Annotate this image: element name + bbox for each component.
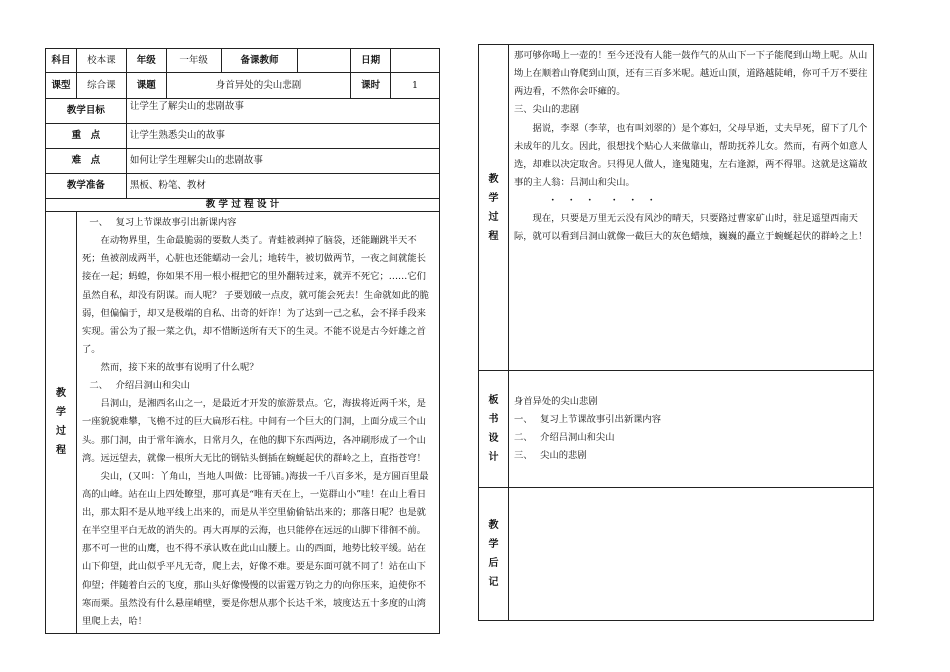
header-row-2 xyxy=(46,73,440,99)
process-text-left xyxy=(76,212,439,634)
value-teacher xyxy=(298,49,351,73)
paragraph: 吕洞山，是湘西名山之一，是最近才开发的旅游景点。它，海拔将近两千米，是一座貌貌难攀，飞檐不过的巨大扁形石柱。中间有一个巨大的门洞，上面分成三个山头。那门洞，由于常年滴水，日常月久，在他的脚下东西两边，各冲刷形成了一个山湾。远远望去，就像一根所大无比的钢钻头倒插在蜿蜒起伏的群岭之上，直指苍穹！ xyxy=(81,398,426,464)
label-objective: 教学目标 xyxy=(46,99,127,124)
board-title: 身首异处的尖山悲剧 xyxy=(513,395,598,407)
value-preparation: 黑板、粉笔、教材 xyxy=(126,174,439,199)
label-periods: 课时 xyxy=(351,73,391,99)
board-item: 三、 尖山的悲剧 xyxy=(513,450,587,462)
paragraph: 据说，李翠（李苹，也有叫刘翠的）是个寡妇，父母早逝，丈夫早死，留下了几个未成年的儿女。因此，很想找个贴心人来做靠山，帮助抚养儿女。然而，有两个如意人选，却难以决定取舍。只得见人做人，逢鬼随鬼，左右逢源，两不得罪。这就是这篇故事的主人翁：吕洞山和尖山。 xyxy=(513,122,868,188)
keypoint-row xyxy=(46,124,440,149)
value-objective: 让学生了解尖山的悲剧故事 xyxy=(126,99,439,124)
design-title: 教 学 过 程 设 计 xyxy=(46,199,440,212)
process-label-right: 教 学 过 程 xyxy=(479,45,509,371)
value-subject: 校本课 xyxy=(76,49,126,73)
paragraph: 现在，只要是万里无云没有风沙的晴天，只要路过曹家矿山时，驻足遥望西南天际，就可以看到吕洞山就像一截巨大的灰色蜡烛，巍巍的矗立于蜿蜒起伏的群岭之上！ xyxy=(513,213,868,243)
reflection-label: 教 学 后 记 xyxy=(479,488,509,621)
label-keypoint: 重 点 xyxy=(46,124,127,149)
reflection-text xyxy=(508,488,873,621)
label-preparation: 教学准备 xyxy=(46,174,127,199)
section-heading-2: 二、 介绍吕洞山和尖山 xyxy=(89,380,190,392)
label-subject: 科目 xyxy=(46,49,77,73)
paragraph: 尖山，(又叫：丫角山，当地人叫做：比哥铺。)海拔一千八百多米，是方圆百里最高的山峰。站在山上四处瞭望，那可真是“唯有天在上，一览群山小”哇！在山上看日出，那太阳不是从地平线上出来的，而是从半空里偷偷钻出来的；那落日呢？也是就在半空里平白无故的消失的。再大再厚的云海，也只能停在远远的山脚下徘徊不前。那不可一世的山鹰，也不得不承认败在此山山腰上。山的西面，地势比较平缓。站在山下仰望，此山似乎平凡无奇，爬上去，好像不难。要是东面可就不同了！站在山下仰望；伴随着白云的飞度，那山头好像慢慢的以雷霆万钧之力的向你压来，迫使你不寒而栗。虽然没有什么悬崖峭壁，要是你想从那个长达千米，坡度达五十多度的山湾里爬上去，哈！ xyxy=(81,470,429,627)
label-topic: 课题 xyxy=(126,73,166,99)
section-heading-1: 一、 复习上节课故事引出新课内容 xyxy=(89,217,237,228)
difficulty-row xyxy=(46,149,440,174)
value-periods: 1 xyxy=(391,73,440,99)
board-item: 二、 介绍吕洞山和尖山 xyxy=(513,432,615,443)
header-row-1 xyxy=(46,49,440,73)
label-date: 日期 xyxy=(351,49,391,73)
label-grade: 年级 xyxy=(126,49,166,73)
value-keypoint: 让学生熟悉尖山的故事 xyxy=(126,124,439,149)
label-teacher: 备课教师 xyxy=(221,49,298,73)
preparation-row xyxy=(46,174,440,199)
value-lesson-type: 综合课 xyxy=(76,73,126,99)
value-grade: 一年级 xyxy=(166,49,221,73)
section-heading-3: 三、尖山的悲剧 xyxy=(513,104,580,116)
board-design-row xyxy=(479,371,874,488)
reflection-row xyxy=(479,488,874,621)
process-label-left: 教 学 过 程 xyxy=(46,212,77,634)
process-row-right xyxy=(479,45,874,371)
lesson-plan-table-right xyxy=(478,44,874,621)
paragraph: 那可够你喝上一壶的！至今还没有人能一鼓作气的从山下一下子能爬到山坳上呢。从山坳上在顺着山脊爬到山顶，还有三百多米呢。越近山顶，道路越陡峭，你可千万不要往两边看，不然你会吓瘫的。 xyxy=(513,50,868,98)
label-lesson-type: 课型 xyxy=(46,73,77,99)
objective-row xyxy=(46,99,440,124)
design-title-row xyxy=(46,199,440,212)
process-row-left xyxy=(46,212,440,634)
process-text-right xyxy=(508,45,873,371)
value-difficulty: 如何让学生理解尖山的悲剧故事 xyxy=(126,149,439,174)
board-design-label: 板 书 设 计 xyxy=(479,371,509,488)
lesson-plan-table-left xyxy=(45,48,440,634)
board-item: 一、 复习上节课故事引出新课内容 xyxy=(513,413,662,425)
paragraph: 在动物界里，生命最脆弱的要数人类了。青蛙被剥掉了脑袋，还能蹦跳半天不死；鱼被剖成两半，心脏也还能蠕动一会儿；地转牛，被切做两节，一夜之间就能长接在一起；蚂蝗，你如果不用一根小棍把它的里外翻转过来，就弄不死它；……它们虽然自私，却没有阴谋。而人呢？ 子要划破一点皮，就可能会死去！生命就如此的脆弱，但偏偏于，却又是极端的自私、出奇的奸诈！为了达到一己之私，会不择手段来实现。雷公为了报一菜之仇，却不惜断送所有天下的生灵。不能不说是古今奸雄之首了。 xyxy=(81,235,429,355)
board-design-text xyxy=(508,371,873,488)
paragraph: 然而，接下来的故事有说明了什么呢？ xyxy=(100,362,259,373)
label-difficulty: 难 点 xyxy=(46,149,127,174)
value-topic: 身首异处的尖山悲剧 xyxy=(166,73,350,99)
value-date xyxy=(391,49,440,73)
ellipsis-dots: · · · · · · xyxy=(551,195,659,206)
